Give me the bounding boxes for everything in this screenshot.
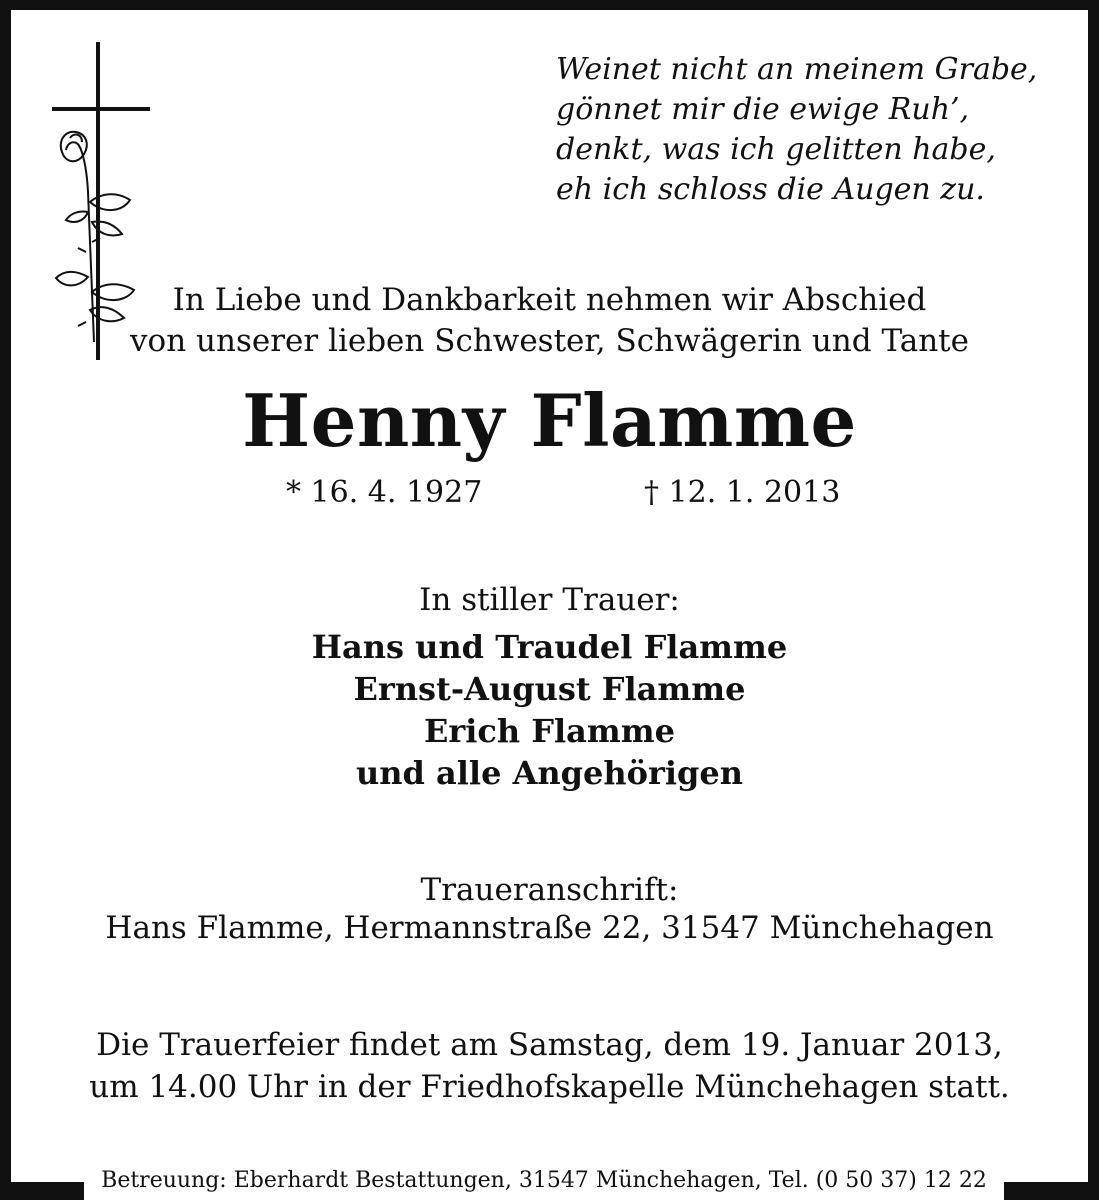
mourner-name: Hans und Traudel Flamme (311, 628, 788, 666)
poem-line: denkt, was ich gelitten habe, (556, 132, 996, 167)
mourner-name: und alle Angehörigen (355, 754, 744, 792)
poem-line: gönnet mir die ewige Ruh’, (556, 92, 970, 127)
service-info (0, 1024, 1099, 1108)
mourners-list (0, 626, 1099, 794)
service-line-2: um 14.00 Uhr in der Friedhofskapelle Münchehagen statt. (89, 1069, 1010, 1105)
intro-line-2: von unserer lieben Schwester, Schwägerin und Tante (130, 323, 969, 359)
mourning-heading: In stiller Trauer: (419, 582, 680, 618)
death-date: † 12. 1. 2013 (644, 475, 841, 510)
birth-date: * 16. 4. 1927 (286, 475, 483, 510)
poem-line: eh ich schloss die Augen zu. (556, 172, 985, 207)
poem-line: Weinet nicht an meinem Grabe, (556, 52, 1038, 87)
address-text: Hans Flamme, Hermannstraße 22, 31547 Münchehagen (105, 910, 994, 946)
intro-line-1: In Liebe und Dankbarkeit nehmen wir Abschied (172, 282, 927, 318)
funeral-home-footer: Betreuung: Eberhardt Bestattungen, 31547 Münchehagen, Tel. (0 50 37) 12 22 (84, 1164, 1004, 1200)
mourner-name: Ernst-August Flamme (353, 670, 746, 708)
intro-text (0, 280, 1099, 362)
mourner-name: Erich Flamme (424, 712, 675, 750)
service-line-1: Die Trauerfeier findet am Samstag, dem 19. Januar 2013, (96, 1027, 1003, 1063)
poem (556, 50, 1076, 210)
deceased-name: Henny Flamme (242, 378, 857, 463)
address-label: Traueranschrift: (420, 872, 679, 908)
